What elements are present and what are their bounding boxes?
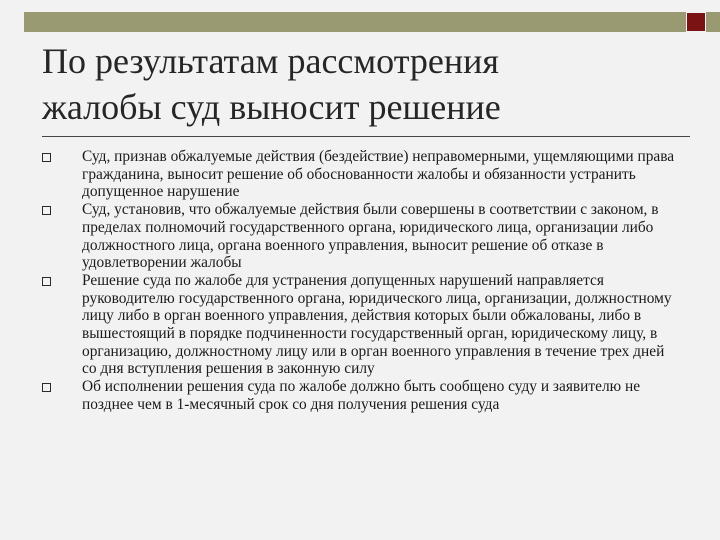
slide-title-line-1: По результатам рассмотрения [42, 41, 499, 81]
bullet-item [42, 201, 682, 272]
corner-accent-square [686, 12, 706, 32]
square-bullet-icon [42, 153, 51, 162]
bullet-text: Решение суда по жалобе для устранения допущенных нарушений направляется руководителю государственного органа, юридического лица, организации, должностному лицу либо в орган военного управления, действия которых были обжалованы, либо в вышестоящий в порядке подчиненности государственный орган, юридическому лицу, в организацию, должностному лицу или в орган военного управления в течение трех дней со дня вступления решения в законную силу [82, 271, 672, 378]
square-bullet-icon [42, 277, 51, 286]
square-bullet-icon [42, 206, 51, 215]
square-bullet-icon [42, 383, 51, 392]
title-divider [42, 136, 690, 137]
bullet-item [42, 272, 682, 378]
top-decorative-bar [24, 12, 720, 32]
slide-title [42, 38, 682, 130]
bullet-item [42, 148, 682, 201]
bullet-text: Суд, установив, что обжалуемые действия были совершены в соответствии с законом, в пределах полномочий государственного органа, юридического лица, организации либо должностного лица, органа военного управления, выносит решение об отказе в удовлетворении жалобы [82, 201, 659, 272]
bullet-list [42, 148, 682, 414]
slide-title-line-2: жалобы суд выносит решение [42, 87, 501, 127]
bullet-item [42, 378, 682, 413]
bullet-text: Суд, признав обжалуемые действия (бездействие) неправомерными, ущемляющими права гражданина, выносит решение об обоснованности жалобы и обязанности устранить допущенное нарушение [82, 148, 675, 201]
bullet-text: Об исполнении решения суда по жалобе должно быть сообщено суду и заявителю не позднее чем в 1-месячный срок со дня получения решения суда [82, 378, 641, 413]
